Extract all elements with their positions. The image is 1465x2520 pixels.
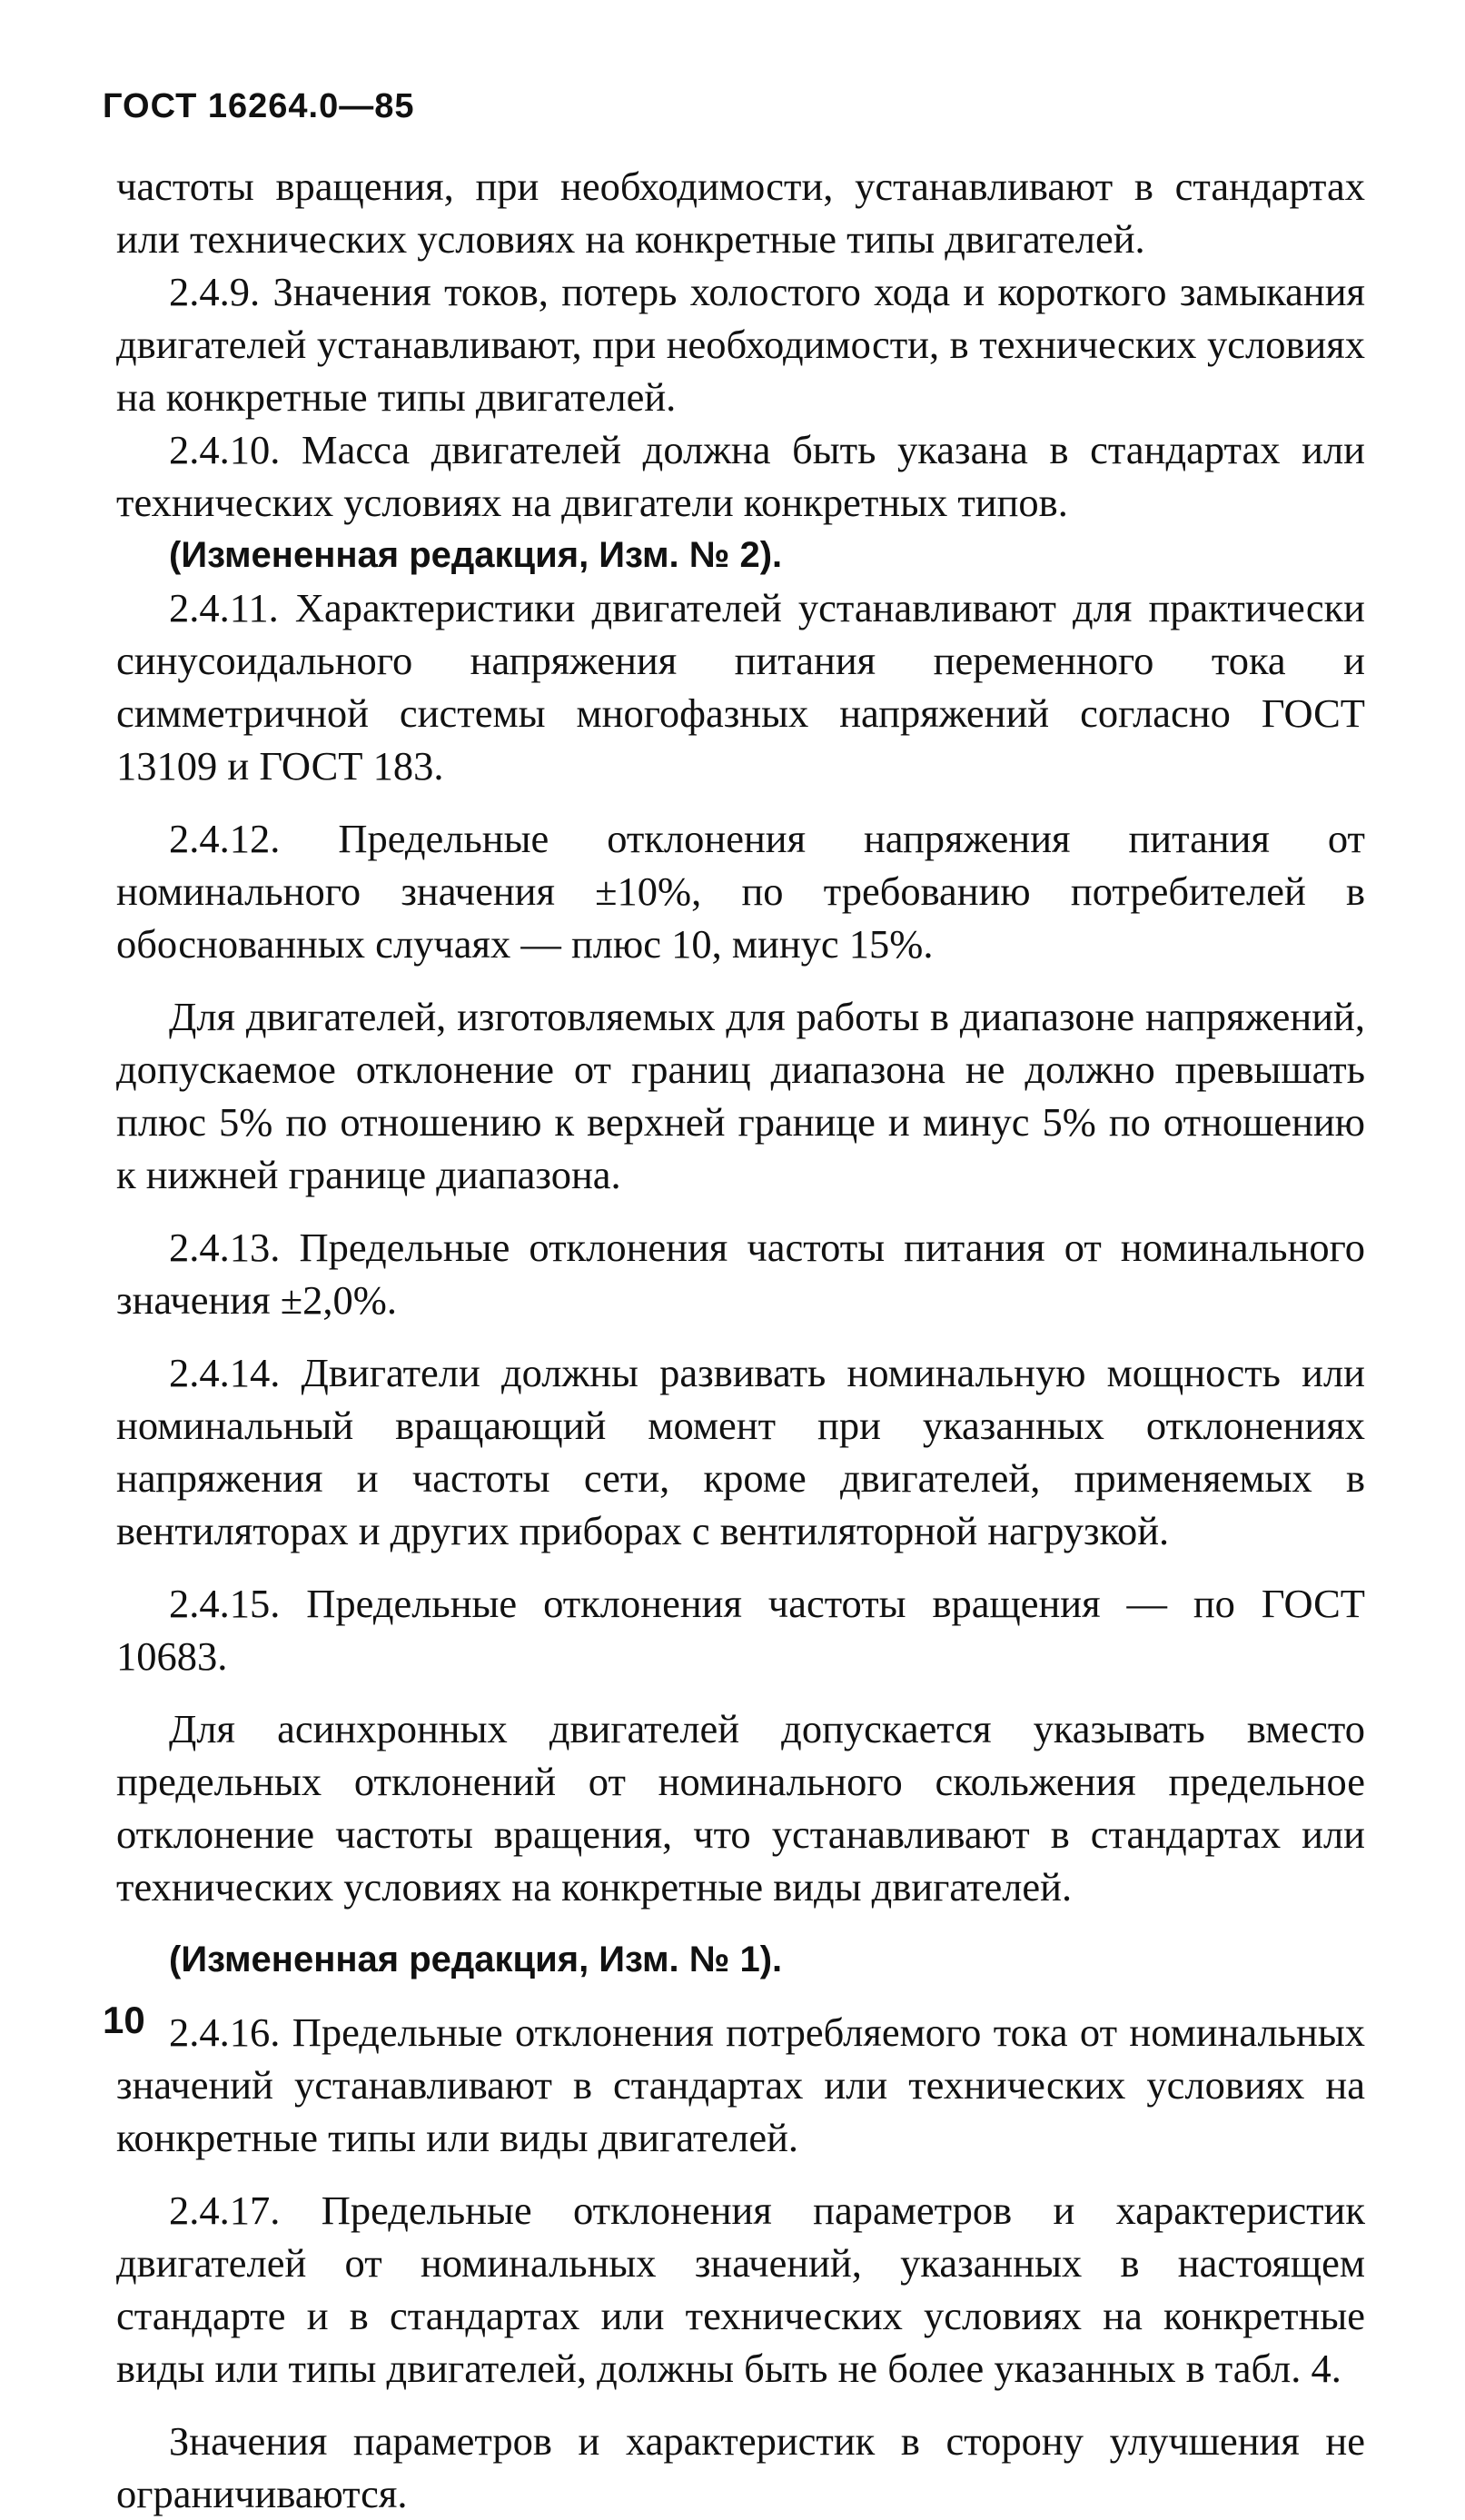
paragraph-2-4-14: 2.4.14. Двигатели должны развивать номинальную мощность или номинальный вращающий момент при указанных отклонениях напряжения и частоты сети, кроме двигателей, применяемых в вентиляторах и других приборах с вентиляторной нагрузкой. (116, 1350, 1365, 1553)
amendment-note: (Измененная редакция, Изм. № 2). (169, 535, 783, 575)
paragraph-improvement-note: Значения параметров и характеристик в сторону улучшения не ограничиваются. (116, 2418, 1365, 2516)
document-body (116, 160, 1365, 2520)
paragraph-2-4-10: 2.4.10. Масса двигателей должна быть указана в стандартах или технических условиях на двигатели конкретных типов. (116, 427, 1365, 525)
paragraph-2-4-13: 2.4.13. Предельные отклонения частоты питания от номинального значения ±2,0%. (116, 1225, 1365, 1323)
paragraph-continuation: частоты вращения, при необходимости, устанавливают в стандартах или технических условиях на конкретные типы двигателей. (116, 164, 1365, 262)
paragraph-range-note: Для двигателей, изготовляемых для работы в диапазоне напряжений, допускаемое отклонение от границ диапазона не должно превышать плюс 5% по отношению к верхней границе и минус 5% по отношению к нижней границе диапазона. (116, 994, 1365, 1197)
paragraph-2-4-11: 2.4.11. Характеристики двигателей устанавливают для практически синусоидального напряжения питания переменного тока и симметричной системы многофазных напряжений согласно ГОСТ 13109 и ГОСТ 183. (116, 585, 1365, 789)
page-number: 10 (103, 1999, 145, 2041)
paragraph-2-4-9: 2.4.9. Значения токов, потерь холостого хода и короткого замыкания двигателей устанавливают, при необходимости, в технических условиях на конкретные типы двигателей. (116, 269, 1365, 420)
paragraph-async-note: Для асинхронных двигателей допускается указывать вместо предельных отклонений от номинального скольжения предельное отклонение частоты вращения, что устанавливают в стандартах или технических условиях на конкретные виды двигателей. (116, 1706, 1365, 1910)
paragraph-2-4-15: 2.4.15. Предельные отклонения частоты вращения — по ГОСТ 10683. (116, 1581, 1365, 1679)
paragraph-2-4-12: 2.4.12. Предельные отклонения напряжения питания от номинального значения ±10%, по требованию потребителей в обоснованных случаях — плюс 10, минус 15%. (116, 816, 1365, 967)
paragraph-2-4-17: 2.4.17. Предельные отклонения параметров и характеристик двигателей от номинальных значений, указанных в настоящем стандарте и в стандартах или технических условиях на конкретные виды или типы двигателей, должны быть не более указанных в табл. 4. (116, 2188, 1365, 2391)
document-header: ГОСТ 16264.0—85 (103, 87, 415, 125)
amendment-note: (Измененная редакция, Изм. № 1). (169, 1940, 783, 1979)
paragraph-2-4-16: 2.4.16. Предельные отклонения потребляемого тока от номинальных значений устанавливают в стандартах или технических условиях на конкретные типы или виды двигателей. (116, 2009, 1365, 2160)
